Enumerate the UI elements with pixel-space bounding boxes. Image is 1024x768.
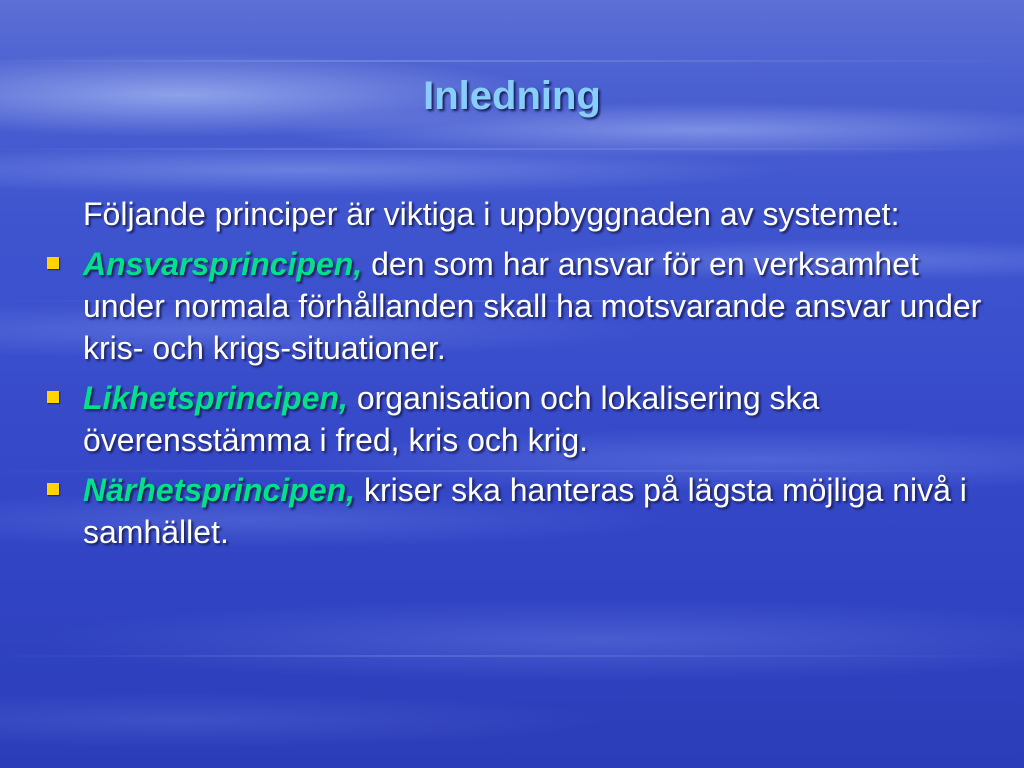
slide-title: Inledning	[423, 74, 601, 118]
principle-description: organisation och lokalisering ska överensstämma i fred, kris och krig.	[83, 380, 820, 458]
square-bullet-icon	[47, 391, 59, 403]
principle-term: Ansvarsprincipen	[83, 246, 354, 282]
background-streak	[0, 60, 1024, 62]
intro-text: Följande principer är viktiga i uppbyggnaden av systemet:	[83, 196, 900, 232]
intro-paragraph	[40, 193, 990, 235]
slide-body	[40, 193, 990, 561]
principle-term: Närhetsprincipen	[83, 472, 347, 508]
principle-term: Likhetsprincipen	[83, 380, 340, 416]
list-item	[40, 377, 990, 461]
list-item	[40, 243, 990, 369]
principle-list	[40, 243, 990, 553]
background-streak	[0, 148, 1024, 150]
principle-description: den som har ansvar för en verksamhet under normala förhållanden skall ha motsvarande ansvar under kris- och krigs-situationer.	[83, 246, 982, 366]
list-item	[40, 469, 990, 553]
principle-description: kriser ska hanteras på lägsta möjliga nivå i samhället.	[83, 472, 967, 550]
principle-term-punct: ,	[346, 472, 356, 508]
background-streak	[0, 655, 1024, 657]
square-bullet-icon	[47, 257, 59, 269]
square-bullet-icon	[47, 483, 59, 495]
principle-term-punct: ,	[339, 380, 348, 416]
principle-term-punct: ,	[353, 246, 363, 282]
